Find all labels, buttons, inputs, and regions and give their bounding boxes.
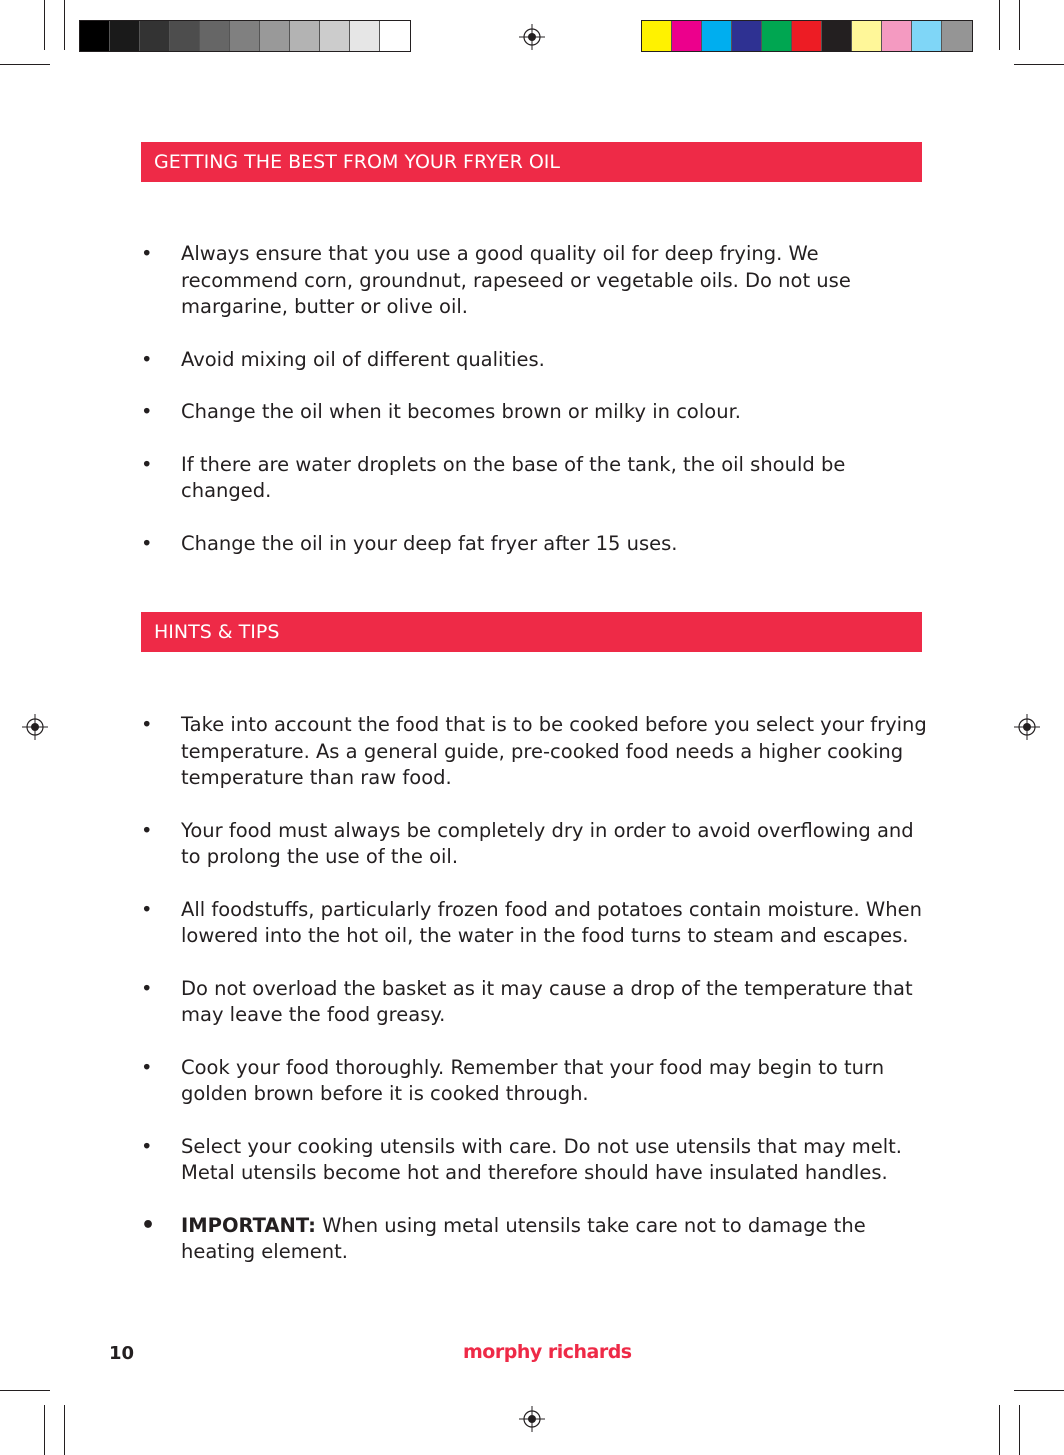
bullet: • <box>141 976 153 1000</box>
list-item <box>141 712 931 792</box>
fryer-oil-list <box>141 241 931 557</box>
color-swatch <box>942 21 972 51</box>
color-swatch <box>170 21 200 51</box>
list-item-text: Change the oil when it becomes brown or milky in colour. <box>181 400 741 423</box>
list-item-text: Do not overload the basket as it may cause a drop of the temperature that may leave the food greasy. <box>181 976 913 1026</box>
list-item <box>141 531 931 558</box>
list-item-text: All foodstuffs, particularly frozen food and potatoes contain moisture. When lowered into the hot oil, the water in the food turns to steam and escapes. <box>181 897 922 947</box>
bullet: • <box>141 347 153 371</box>
color-swatch <box>702 21 732 51</box>
list-item-text: Your food must always be completely dry in order to avoid overflowing and to prolong the use of the oil. <box>181 818 914 868</box>
list-item <box>141 818 931 871</box>
color-swatch <box>380 21 410 51</box>
crop-mark <box>1019 0 1020 50</box>
crop-mark <box>1014 1390 1064 1391</box>
page-number: 10 <box>109 1343 135 1364</box>
bullet: • <box>141 531 153 555</box>
hints-tips-list <box>141 712 931 1266</box>
list-item <box>141 241 931 321</box>
list-item-text: Change the oil in your deep fat fryer after 15 uses. <box>181 531 678 555</box>
color-swatch <box>260 21 290 51</box>
registration-mark-icon <box>22 714 48 740</box>
list-item <box>141 897 931 950</box>
bullet: • <box>141 1055 153 1079</box>
registration-mark-icon <box>519 1406 545 1432</box>
crop-mark <box>999 1405 1000 1455</box>
color-swatch <box>110 21 140 51</box>
important-text: When using metal utensils take care not to damage the heating element. <box>181 1213 866 1263</box>
list-item-text: If there are water droplets on the base of the tank, the oil should be changed. <box>181 452 846 502</box>
bullet: • <box>141 713 153 736</box>
registration-mark-icon <box>1014 714 1040 740</box>
bullet: • <box>141 452 153 476</box>
important-note <box>141 1213 931 1266</box>
list-item-text: Always ensure that you use a good quality oil for deep frying. We recommend corn, groundnut, rapeseed or vegetable oils. Do not use margarine, butter or olive oil. <box>181 242 851 318</box>
bullet: • <box>141 818 153 842</box>
color-swatch <box>200 21 230 51</box>
color-swatch <box>762 21 792 51</box>
color-swatch <box>350 21 380 51</box>
list-item-text: Cook your food thoroughly. Remember that your food may begin to turn golden brown before it is cooked through. <box>181 1055 885 1105</box>
list-item <box>141 399 931 426</box>
list-item <box>141 1134 931 1187</box>
section-header-fryer-oil: GETTING THE BEST FROM YOUR FRYER OIL <box>141 142 922 182</box>
list-item <box>141 976 931 1029</box>
crop-mark <box>44 0 45 50</box>
registration-mark-icon <box>519 24 545 50</box>
list-item <box>141 347 931 374</box>
crop-mark <box>1019 1405 1020 1455</box>
process-color-bar <box>641 20 973 52</box>
bullet: • <box>141 897 153 921</box>
crop-mark <box>999 0 1000 50</box>
list-item-text: Take into account the food that is to be cooked before you select your frying temperature. As a general guide, pre-cooked food needs a higher cooking temperature than raw food. <box>181 713 927 789</box>
list-item-text: Select your cooking utensils with care. Do not use utensils that may melt. Metal utensils become hot and therefore should have insulated handles. <box>181 1134 903 1184</box>
color-swatch <box>852 21 882 51</box>
list-item <box>141 452 931 505</box>
color-swatch <box>672 21 702 51</box>
important-label: IMPORTANT: <box>181 1213 316 1237</box>
section-header-hints-tips: HINTS & TIPS <box>141 612 922 652</box>
crop-mark <box>1014 64 1064 65</box>
color-swatch <box>140 21 170 51</box>
list-item <box>141 1055 931 1108</box>
bullet: • <box>141 1212 156 1238</box>
brand-logo: morphy richards <box>463 1341 632 1363</box>
color-swatch <box>792 21 822 51</box>
crop-mark <box>0 64 50 65</box>
bullet: • <box>141 1134 153 1158</box>
grayscale-color-bar <box>79 20 411 52</box>
color-swatch <box>912 21 942 51</box>
color-swatch <box>882 21 912 51</box>
color-swatch <box>230 21 260 51</box>
bullet: • <box>141 400 153 423</box>
color-swatch <box>290 21 320 51</box>
color-swatch <box>80 21 110 51</box>
crop-mark <box>0 1390 50 1391</box>
color-swatch <box>320 21 350 51</box>
crop-mark <box>44 1405 45 1455</box>
crop-mark <box>64 1405 65 1455</box>
bullet: • <box>141 242 153 265</box>
list-item-text: Avoid mixing oil of different qualities. <box>181 347 545 371</box>
color-swatch <box>732 21 762 51</box>
color-swatch <box>822 21 852 51</box>
color-swatch <box>642 21 672 51</box>
crop-mark <box>64 0 65 50</box>
